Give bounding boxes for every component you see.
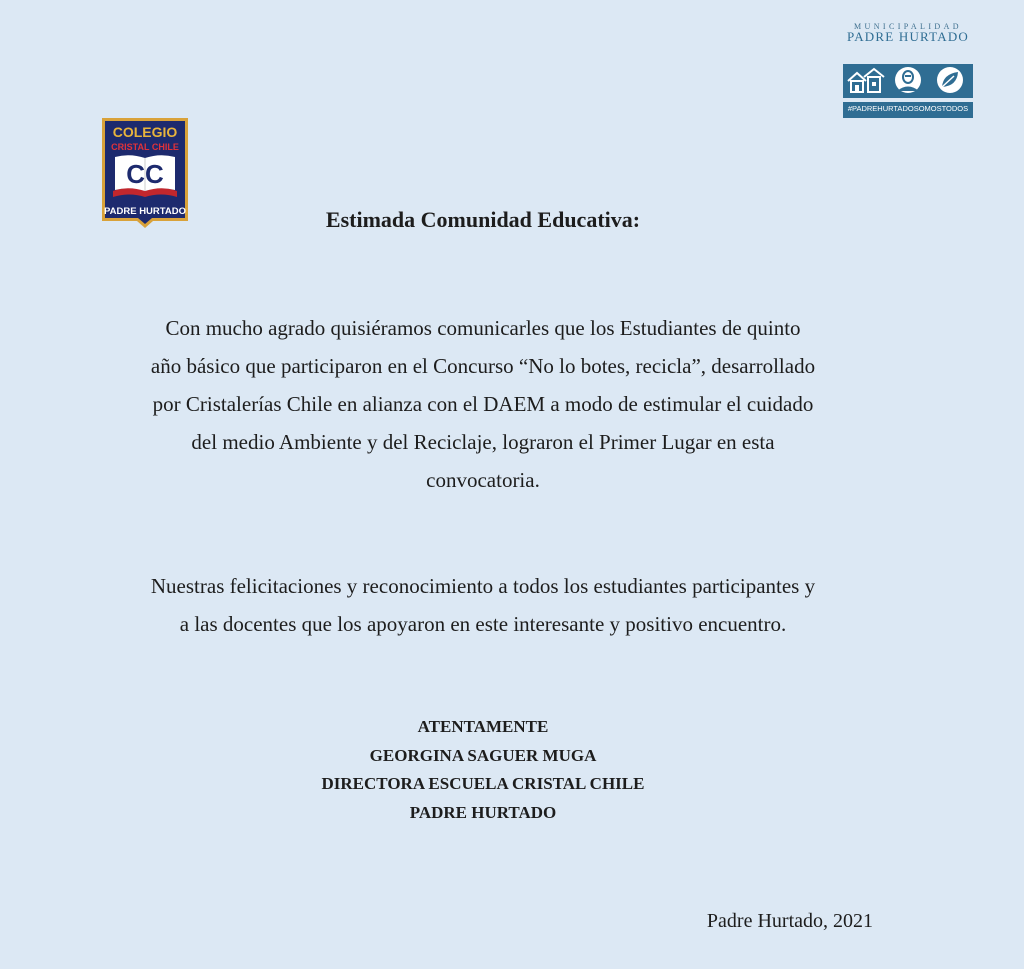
municipality-small-label: MUNICIPALIDAD	[854, 22, 962, 31]
municipality-name: PADRE HURTADO	[846, 29, 969, 44]
signature-closing: ATENTAMENTE	[417, 717, 549, 736]
signature-title: DIRECTORA ESCUELA CRISTAL CHILE	[321, 774, 645, 793]
paragraph-line: año básico que participaron en el Concurso “No lo botes, recicla”, desarrollado	[150, 354, 816, 378]
paragraph-line: a las docentes que los apoyaron en este interesante y positivo encuentro.	[179, 612, 787, 636]
crest-initials: CC	[126, 159, 164, 189]
letter-greeting: Estimada Comunidad Educativa:	[325, 207, 641, 232]
signature-block	[233, 713, 733, 827]
paragraph-line: del medio Ambiente y del Reciclaje, lograron el Primer Lugar en esta	[191, 430, 775, 454]
houses-icon	[845, 65, 887, 95]
municipality-icon-band	[843, 64, 973, 98]
municipality-hashtag: #PADREHURTADOSOMOSTODOS	[847, 104, 969, 113]
crest-bottom-text: PADRE HURTADO	[104, 206, 186, 217]
school-crest-logo	[101, 117, 189, 229]
letter-paragraph-2	[40, 567, 926, 643]
signature-name: GEORGINA SAGUER MUGA	[369, 745, 597, 765]
paragraph-line: Nuestras felicitaciones y reconocimiento a todos los estudiantes participantes y	[150, 574, 816, 598]
crest-top-text: COLEGIO	[112, 124, 178, 140]
paragraph-line: Con mucho agrado quisiéramos comunicarles que los Estudiantes de quinto	[165, 316, 801, 340]
place-and-date: Padre Hurtado, 2021	[706, 910, 873, 932]
paragraph-line: convocatoria.	[426, 468, 540, 492]
municipality-logo	[843, 22, 973, 113]
paragraph-line: por Cristalerías Chile en alianza con el DAEM a modo de estimular el cuidado	[152, 392, 814, 416]
portrait-icon	[887, 65, 929, 95]
letter-paragraph-1	[40, 309, 926, 499]
leaf-icon	[929, 65, 971, 95]
crest-middle-text: CRISTAL CHILE	[111, 142, 179, 152]
signature-location: PADRE HURTADO	[409, 802, 557, 822]
